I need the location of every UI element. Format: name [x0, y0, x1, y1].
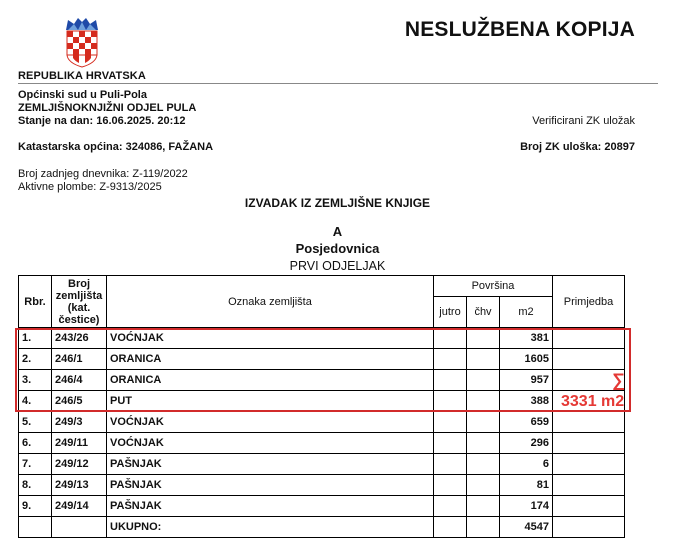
- document-title: IZVADAK IZ ZEMLJIŠNE KNJIGE: [244, 196, 431, 210]
- row-rbr: 5.: [19, 412, 52, 433]
- row-m2: 296: [500, 433, 553, 454]
- row-jutro: [434, 412, 467, 433]
- crown-icon: [66, 18, 98, 30]
- last-journal: Broj zadnjeg dnevnika: Z-119/2022: [18, 168, 188, 180]
- row-chv: [467, 496, 500, 517]
- active-seals: Aktivne plombe: Z-9313/2025: [18, 181, 162, 193]
- table-row: [19, 496, 625, 517]
- row-jutro: [434, 475, 467, 496]
- header-rbr: Rbr.: [19, 276, 52, 328]
- row-rbr: 6.: [19, 433, 52, 454]
- row-parcel: 249/3: [52, 412, 107, 433]
- row-designation: PAŠNJAK: [107, 454, 434, 475]
- row-m2: 6: [500, 454, 553, 475]
- republic-name: REPUBLIKA HRVATSKA: [18, 70, 146, 82]
- row-chv: [467, 475, 500, 496]
- row-m2: 381: [500, 328, 553, 349]
- row-parcel: 249/13: [52, 475, 107, 496]
- part-name: PRVI ODJELJAK: [289, 259, 386, 273]
- header-designation: Oznaka zemljišta: [107, 276, 434, 328]
- verified-status: Verificirani ZK uložak: [532, 115, 635, 127]
- row-note: [553, 433, 625, 454]
- row-parcel: 249/12: [52, 454, 107, 475]
- row-note: [553, 496, 625, 517]
- row-designation: ORANICA: [107, 349, 434, 370]
- row-designation: PAŠNJAK: [107, 475, 434, 496]
- row-note: [553, 412, 625, 433]
- header-note: Primjedba: [553, 276, 625, 328]
- total-m2: 4547: [500, 517, 553, 538]
- row-m2: 1605: [500, 349, 553, 370]
- row-note: [553, 454, 625, 475]
- row-jutro: [434, 496, 467, 517]
- zk-number: Broj ZK uloška: 20897: [520, 141, 635, 153]
- row-rbr: 7.: [19, 454, 52, 475]
- table-row: [19, 412, 625, 433]
- row-designation: VOĆNJAK: [107, 412, 434, 433]
- row-jutro: [434, 433, 467, 454]
- row-rbr: 2.: [19, 349, 52, 370]
- cadastral-municipality: Katastarska općina: 324086, FAŽANA: [18, 141, 214, 153]
- row-designation: ORANICA: [107, 370, 434, 391]
- row-m2: 388: [500, 391, 553, 412]
- row-parcel: 249/14: [52, 496, 107, 517]
- row-designation: PUT: [107, 391, 434, 412]
- row-chv: [467, 433, 500, 454]
- row-designation: VOĆNJAK: [107, 328, 434, 349]
- checkerboard-shield-icon: [67, 31, 97, 67]
- court-name: Općinski sud u Puli-Pola: [18, 89, 147, 101]
- row-parcel: 246/1: [52, 349, 107, 370]
- row-designation: PAŠNJAK: [107, 496, 434, 517]
- row-chv: [467, 412, 500, 433]
- total-row: [19, 517, 625, 538]
- header-chv: čhv: [467, 297, 500, 328]
- table-row: [19, 454, 625, 475]
- unofficial-copy-label: NESLUŽBENA KOPIJA: [404, 18, 635, 41]
- row-rbr: 9.: [19, 496, 52, 517]
- state-date: Stanje na dan: 16.06.2025. 20:12: [18, 115, 186, 127]
- row-parcel: 249/11: [52, 433, 107, 454]
- sum-symbol: ∑: [612, 370, 625, 390]
- row-parcel: 243/26: [52, 328, 107, 349]
- row-rbr: 4.: [19, 391, 52, 412]
- row-parcel: 246/5: [52, 391, 107, 412]
- croatian-coat-of-arms-icon: [64, 16, 100, 68]
- section-letter: A: [332, 224, 343, 239]
- header-area: Površina: [434, 276, 553, 297]
- row-rbr: 1.: [19, 328, 52, 349]
- row-m2: 957: [500, 370, 553, 391]
- highlight-rectangle: [15, 328, 631, 412]
- row-m2: 659: [500, 412, 553, 433]
- row-rbr: 8.: [19, 475, 52, 496]
- sum-value: 3331 m2: [561, 393, 625, 410]
- row-designation: VOĆNJAK: [107, 433, 434, 454]
- section-name: Posjedovnica: [295, 241, 380, 256]
- table-row: [19, 475, 625, 496]
- header-parcel: Broj zemljišta (kat. čestice): [52, 276, 107, 328]
- row-m2: 174: [500, 496, 553, 517]
- table-row: [19, 433, 625, 454]
- row-jutro: [434, 454, 467, 475]
- department-name: ZEMLJIŠNOKNJIŽNI ODJEL PULA: [18, 102, 197, 114]
- row-parcel: 246/4: [52, 370, 107, 391]
- header-jutro: jutro: [434, 297, 467, 328]
- total-label: UKUPNO:: [107, 517, 434, 538]
- header-m2: m2: [500, 297, 553, 328]
- header-divider: [18, 83, 658, 84]
- row-rbr: 3.: [19, 370, 52, 391]
- row-note: [553, 475, 625, 496]
- row-chv: [467, 454, 500, 475]
- row-m2: 81: [500, 475, 553, 496]
